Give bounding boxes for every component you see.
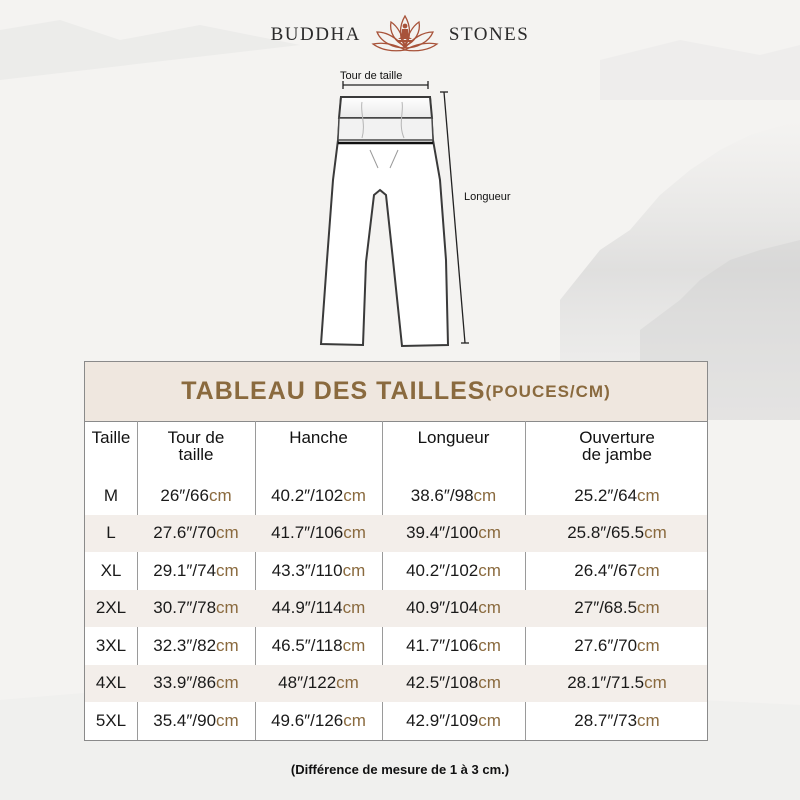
table-cell-size: 2XL xyxy=(95,598,127,617)
table-cell-waist: 27.6″/70 cm xyxy=(153,523,239,542)
table-cell-leg: 25.8″/65.5 cm xyxy=(567,523,667,542)
table-cell-leg: 28.1″/71.5 cm xyxy=(567,673,667,692)
table-cell-size: 4XL xyxy=(95,673,127,692)
length-label: Longueur xyxy=(464,191,511,203)
table-cell-leg: 25.2″/64 cm xyxy=(574,485,660,505)
table-cell-size: L xyxy=(106,523,116,542)
table-cell-hip: 41.7″/106 cm xyxy=(271,523,366,542)
table-row xyxy=(85,552,707,589)
table-row xyxy=(85,515,707,552)
table-header-row xyxy=(85,421,707,471)
table-row xyxy=(85,477,707,514)
waist-measure-line xyxy=(343,81,428,89)
table-cell-leg: 28.7″/73 cm xyxy=(574,710,660,730)
header-leg-opening: Ouverture de jambe xyxy=(579,428,655,464)
table-cell-waist: 29.1″/74 cm xyxy=(153,560,239,580)
table-cell-hip: 43.3″/110 cm xyxy=(271,560,366,580)
table-row xyxy=(85,590,707,627)
table-cell-leg: 26.4″/67 cm xyxy=(574,560,660,580)
pants-diagram xyxy=(0,0,800,360)
table-title xyxy=(85,362,707,422)
table-cell-leg: 27.6″/70 cm xyxy=(574,635,660,655)
header-length: Longueur xyxy=(417,428,490,447)
table-cell-waist: 32.3″/82 cm xyxy=(153,635,239,655)
table-cell-leg: 27″/68.5 cm xyxy=(574,598,660,617)
waist-label: Tour de taille xyxy=(340,70,403,82)
table-cell-hip: 40.2″/102 cm xyxy=(271,485,366,505)
table-cell-length: 42.5″/108 cm xyxy=(406,673,501,692)
table-cell-waist: 26″/66 cm xyxy=(160,485,232,505)
brand-name-right: STONES xyxy=(448,24,530,45)
table-cell-size: 3XL xyxy=(95,635,127,655)
brand-name-left: BUDDHA xyxy=(270,24,361,45)
table-cell-waist: 35.4″/90 cm xyxy=(153,710,239,730)
table-title-unit: (POUCES/CM) xyxy=(485,381,611,401)
table-cell-hip: 48″/122 cm xyxy=(278,673,359,692)
table-cell-length: 40.2″/102 cm xyxy=(406,560,501,580)
table-cell-length: 41.7″/106 cm xyxy=(406,635,501,655)
table-cell-waist: 30.7″/78 cm xyxy=(153,598,239,617)
header-size: Taille xyxy=(91,428,131,447)
table-row xyxy=(85,627,707,664)
table-cell-size: 5XL xyxy=(95,710,127,730)
table-cell-length: 40.9″/104 cm xyxy=(406,598,501,617)
table-cell-hip: 46.5″/118 cm xyxy=(271,635,366,655)
table-row xyxy=(85,702,707,739)
table-cell-hip: 44.9″/114 cm xyxy=(271,598,366,617)
header-hip: Hanche xyxy=(289,428,348,447)
table-title-main: TABLEAU DES TAILLES xyxy=(181,377,486,405)
table-cell-hip: 49.6″/126 cm xyxy=(271,710,366,730)
header-waist: Tour de taille xyxy=(167,428,225,464)
size-chart-table xyxy=(84,361,708,741)
table-cell-waist: 33.9″/86 cm xyxy=(153,673,239,692)
table-cell-length: 39.4″/100 cm xyxy=(406,523,501,542)
table-cell-size: XL xyxy=(100,560,122,580)
table-cell-length: 42.9″/109 cm xyxy=(406,710,501,730)
table-cell-length: 38.6″/98 cm xyxy=(410,485,497,505)
measurement-footnote: (Différence de mesure de 1 à 3 cm.) xyxy=(290,762,510,777)
table-row xyxy=(85,665,707,702)
table-cell-size: M xyxy=(103,485,119,505)
